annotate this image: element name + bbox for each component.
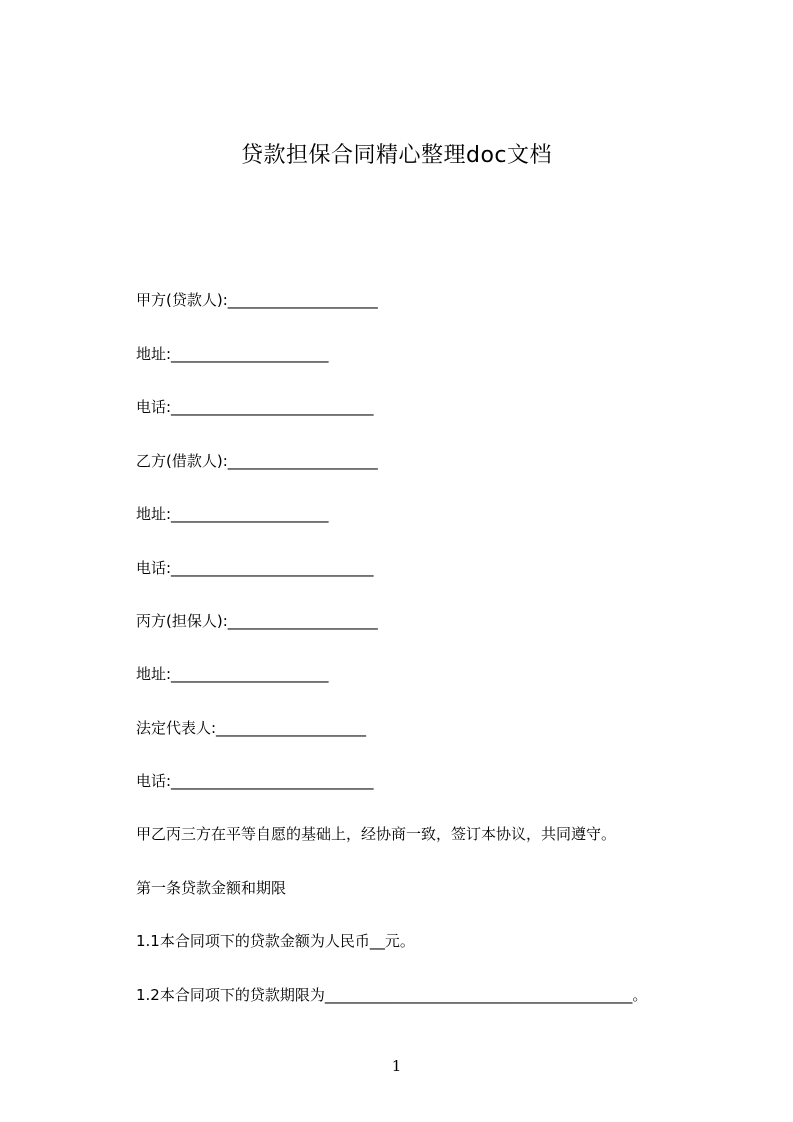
agreement-preamble: 甲乙丙三方在平等自愿的基础上，经协商一致，签订本协议，共同遵守。: [136, 825, 617, 843]
guarantor-address-line: 地址:_____________________: [136, 665, 329, 683]
page-number: 1: [391, 1057, 402, 1075]
borrower-name-line: 乙方(借款人):____________________: [136, 452, 378, 470]
article-one-heading: 第一条贷款金额和期限: [136, 879, 287, 897]
borrower-phone-line: 电话:___________________________: [136, 559, 374, 577]
legal-representative-line: 法定代表人:____________________: [136, 719, 367, 737]
guarantor-phone-line: 电话:___________________________: [136, 772, 374, 790]
guarantor-name-line: 丙方(担保人):____________________: [136, 612, 378, 630]
clause-1-1: 1.1本合同项下的贷款金额为人民币__元。: [136, 932, 415, 950]
lender-phone-line: 电话:___________________________: [136, 398, 374, 416]
lender-address-line: 地址:_____________________: [136, 345, 329, 363]
borrower-address-line: 地址:_____________________: [136, 505, 329, 523]
lender-name-line: 甲方(贷款人):____________________: [136, 291, 378, 309]
clause-1-2: 1.2本合同项下的贷款期限为_________________________________________。: [136, 986, 648, 1004]
document-title: 贷款担保合同精心整理doc文档: [240, 143, 553, 168]
